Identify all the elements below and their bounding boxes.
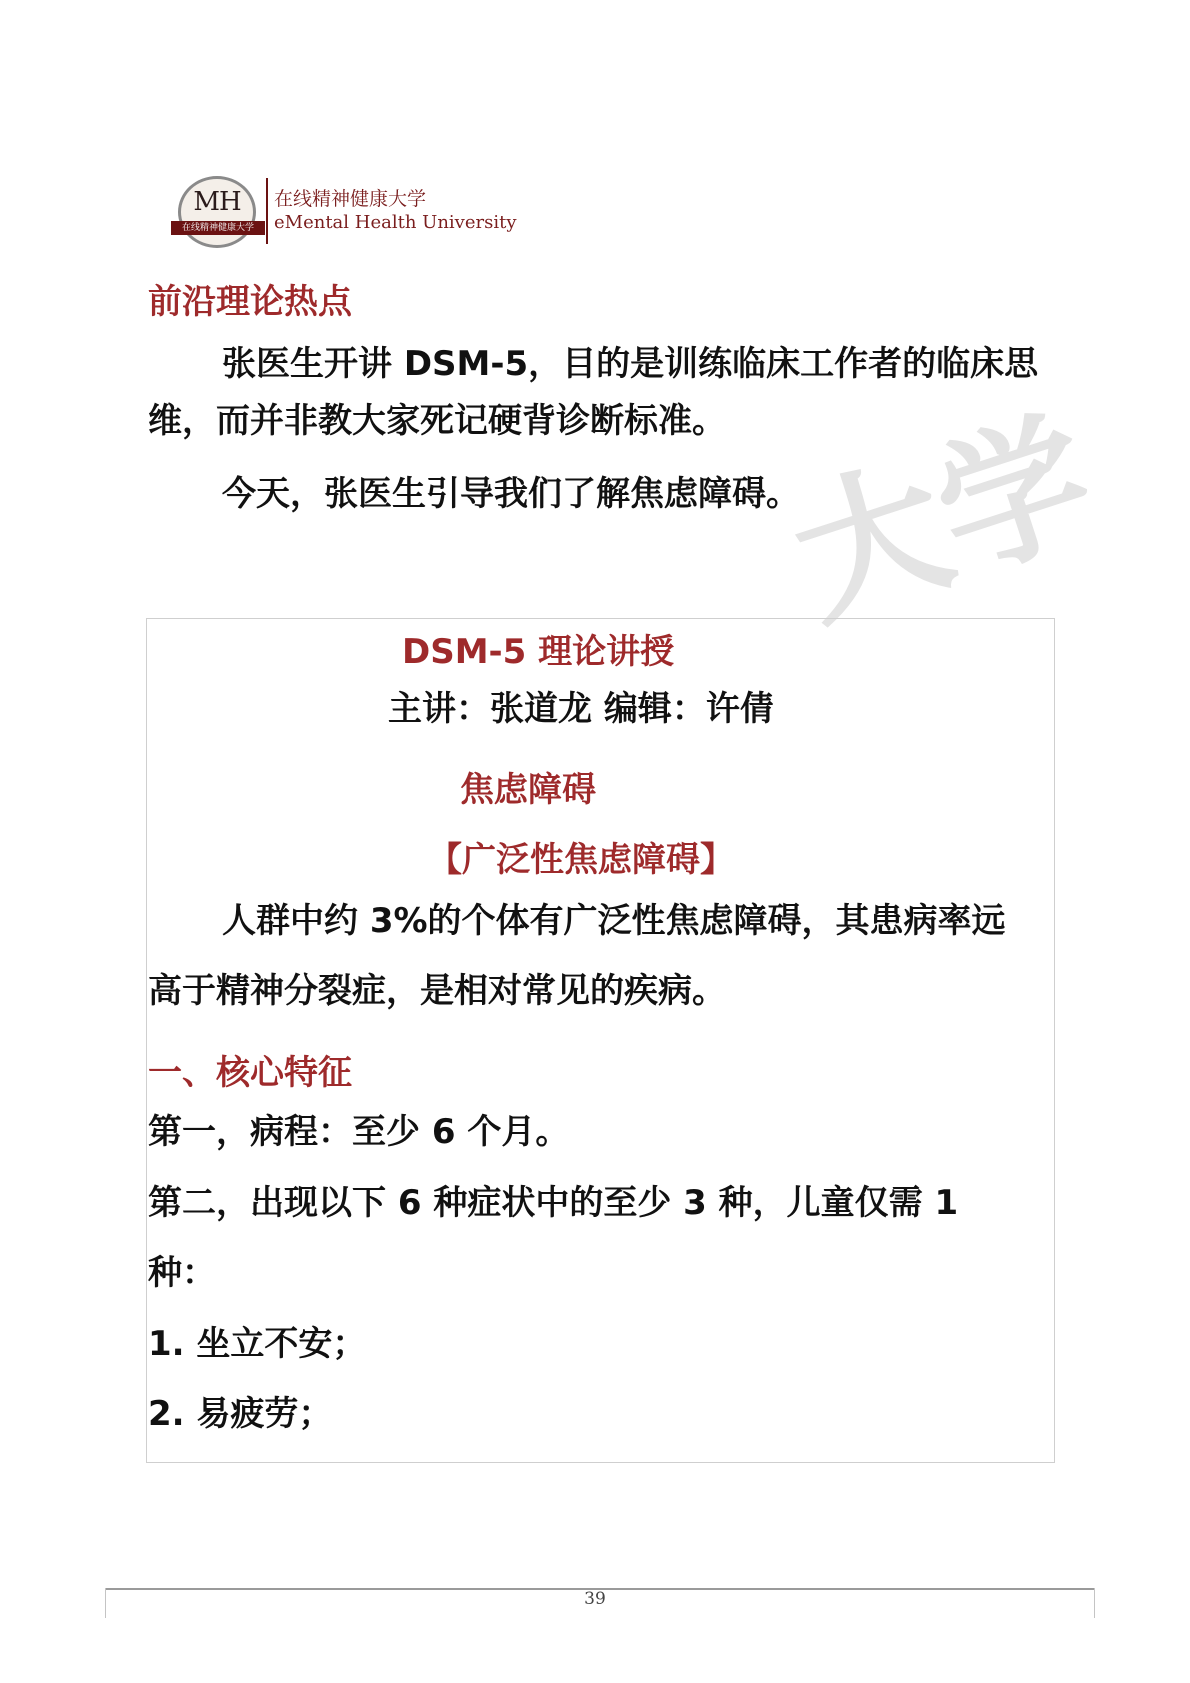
university-logo [178,172,517,252]
lecture-para-line-1: 人群中约 3%的个体有广泛性焦虑障碍，其患病率远 [222,901,1006,941]
logo-divider [266,178,268,244]
section-title: 前沿理论热点 [148,282,352,322]
intro-line-2: 维，而并非教大家死记硬背诊断标准。 [148,401,726,441]
lecture-credits: 主讲：张道龙 编辑：许倩 [388,689,774,729]
core-features-heading: 一、核心特征 [148,1053,352,1093]
logo-name-en: eMental Health University [274,212,517,233]
lecture-para-line-2: 高于精神分裂症，是相对常见的疾病。 [148,971,726,1011]
seal-emblem-icon [178,176,256,248]
symptom-item: 2. 易疲劳； [148,1394,333,1434]
point-2-line-2: 种： [148,1253,216,1293]
seal-ribbon: 在线精神健康大学 [171,221,265,235]
intro-line-1: 张医生开讲 DSM-5，目的是训练临床工作者的临床思 [222,344,1039,384]
seal-monogram: MH [193,187,241,217]
symptom-item: 1. 坐立不安； [148,1324,367,1364]
lecture-title: DSM-5 理论讲授 [402,632,675,672]
page-number: 39 [584,1589,606,1609]
lecture-topic: 焦虑障碍 [460,770,596,810]
intro-line-3: 今天，张医生引导我们了解焦虑障碍。 [222,474,800,514]
point-1: 第一，病程：至少 6 个月。 [148,1112,570,1152]
logo-name-cn: 在线精神健康大学 [274,188,427,210]
point-2-line-1: 第二，出现以下 6 种症状中的至少 3 种，儿童仅需 1 [148,1183,959,1223]
lecture-subtopic: 【广泛性焦虑障碍】 [428,840,734,880]
watermark: 大学 [773,391,1114,650]
